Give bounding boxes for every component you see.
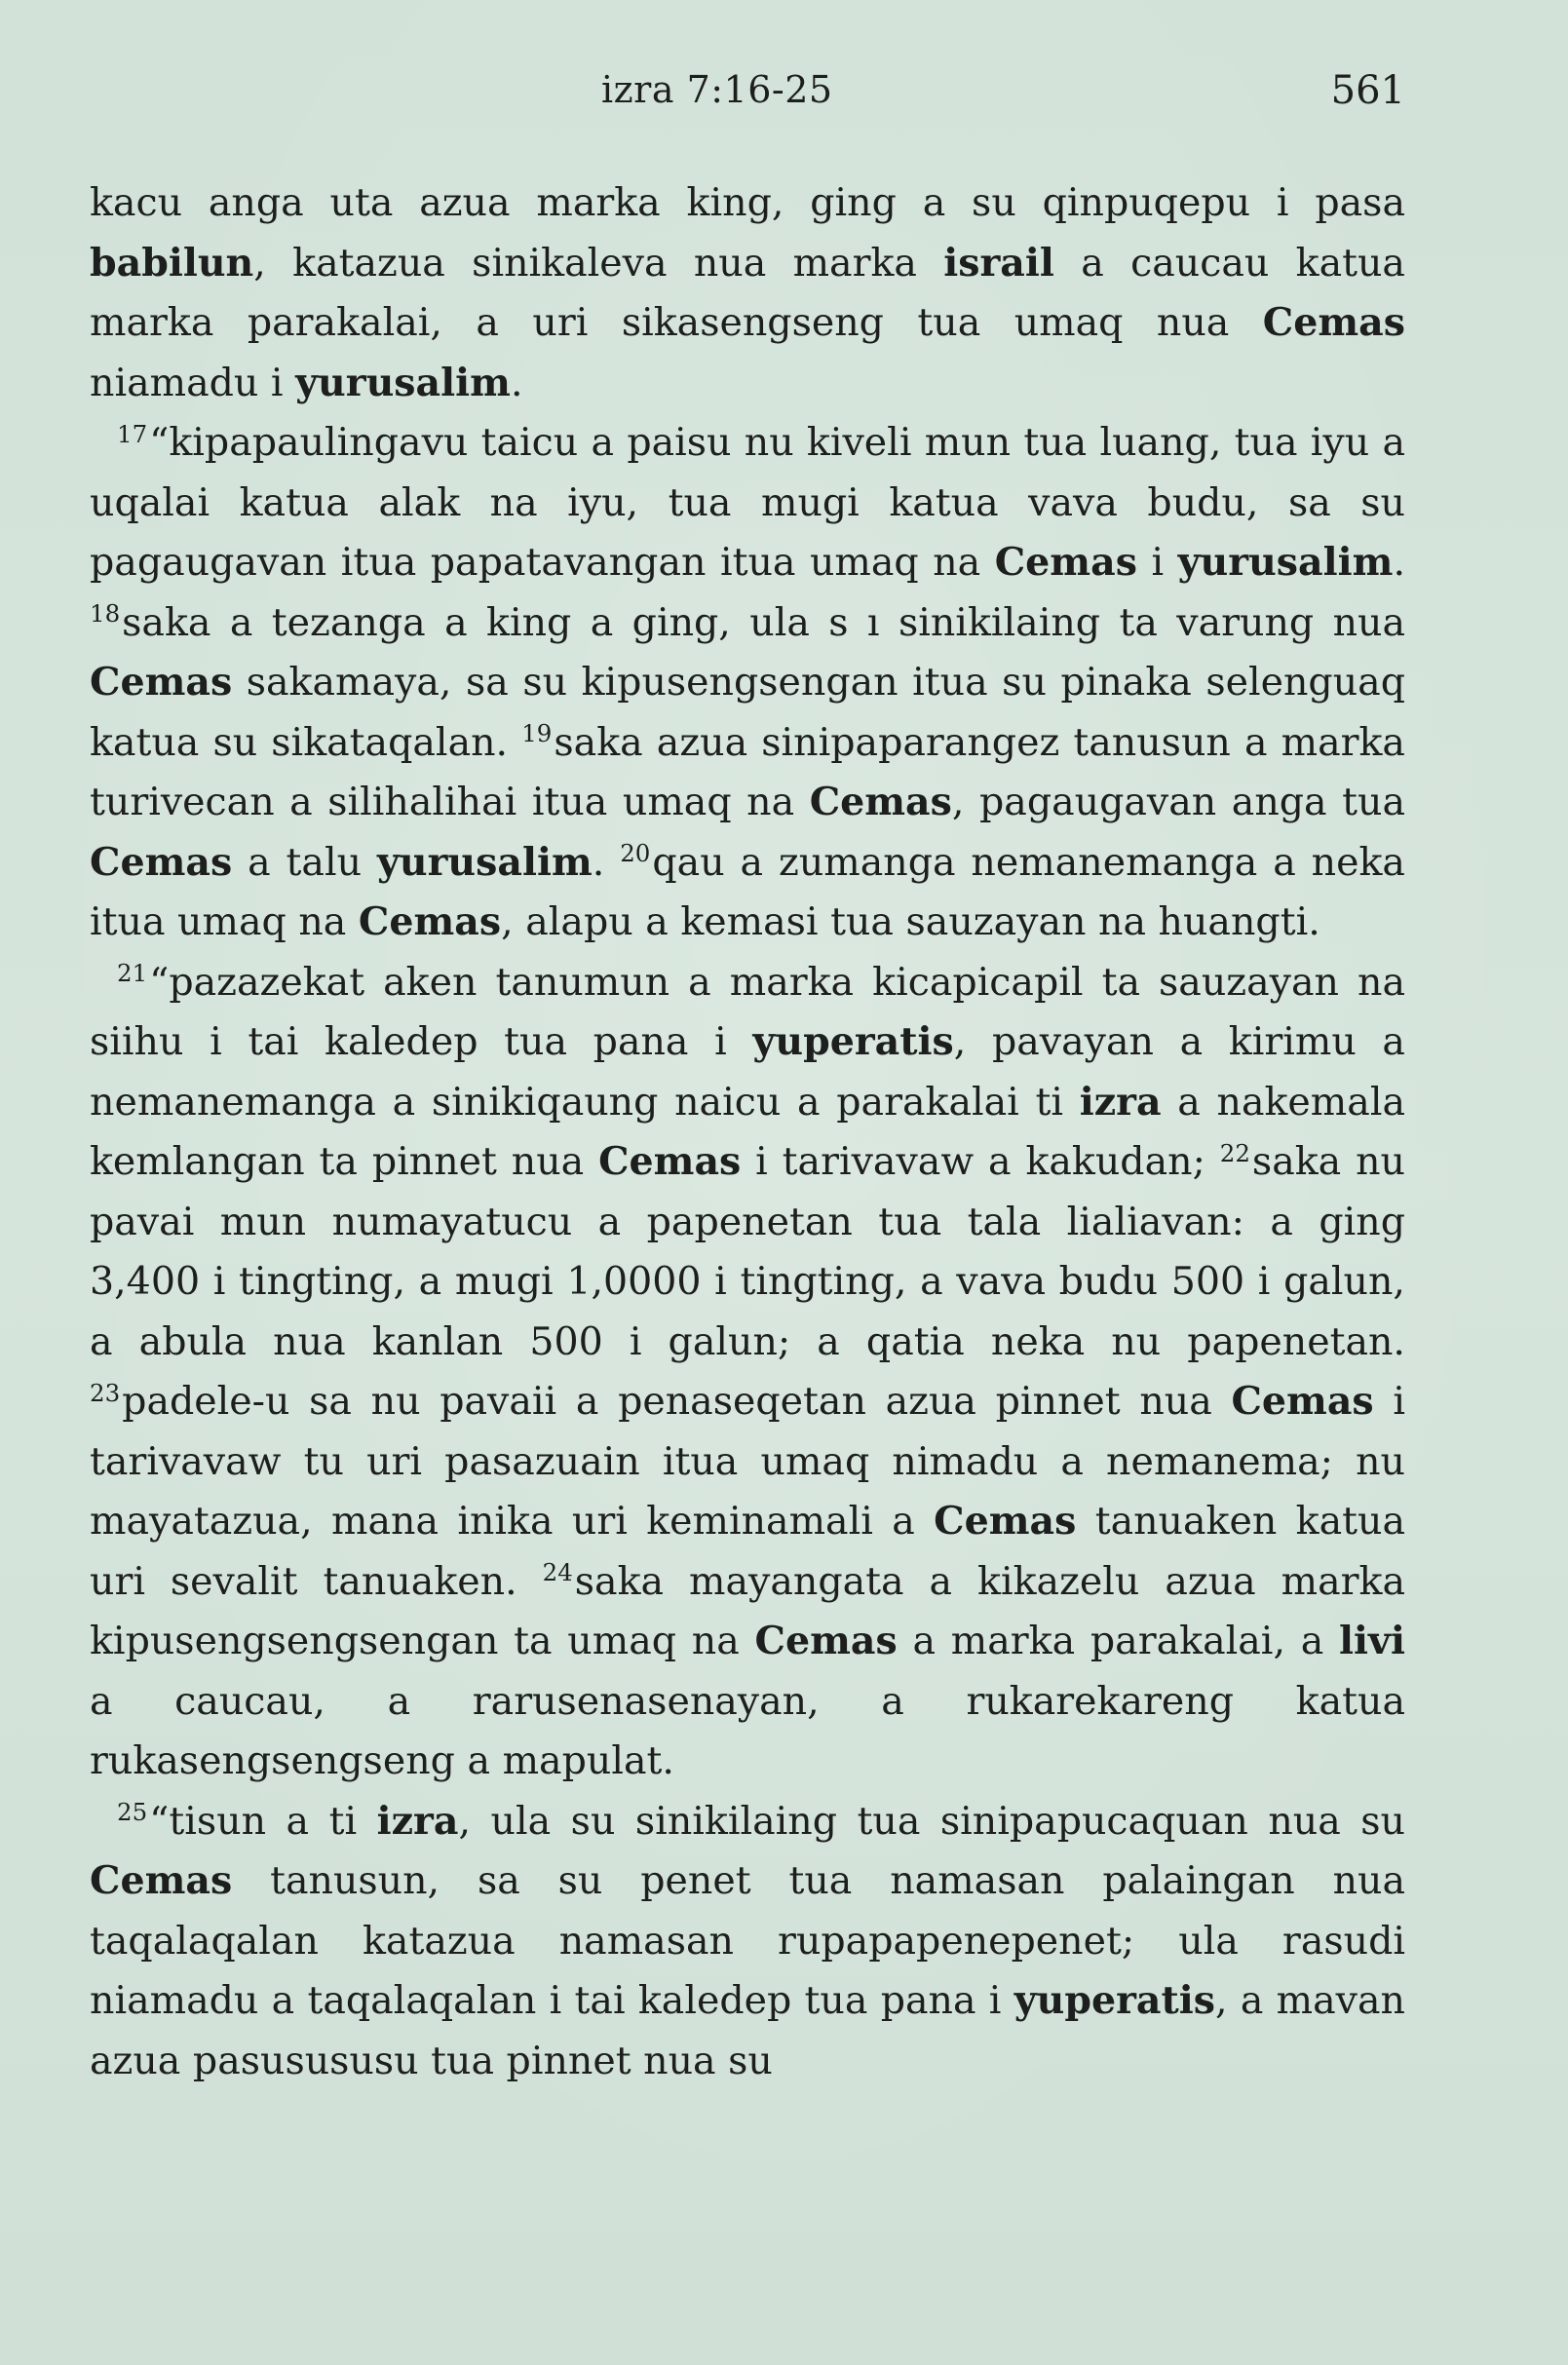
bold-term: yuperatis	[752, 1019, 954, 1064]
paragraph	[90, 953, 1405, 1792]
bold-term: babilun	[90, 240, 254, 286]
bold-term: izra	[1079, 1079, 1162, 1125]
bold-term: Cemas	[809, 780, 952, 824]
bold-term: israil	[943, 240, 1054, 286]
verse-number: 18	[90, 599, 121, 629]
verse-number: 25	[117, 1798, 148, 1827]
bold-term: yuperatis	[1013, 1978, 1216, 2023]
text-run: .	[510, 360, 523, 405]
bold-term: Cemas	[1262, 300, 1405, 345]
text-run: i tarivavaw tu uri pasazuain itua umaq nimadu a nemanema; nu mayatazua, mana inika uri keminamali a	[90, 1379, 1405, 1544]
verse-number: 19	[521, 719, 553, 748]
text-run: qau a zumanga nemanemanga a neka itua umaq na	[90, 839, 1405, 944]
page-header	[90, 68, 1405, 136]
text-run: kacu anga uta azua marka king, ging a su qinpuqepu i pasa	[90, 180, 1405, 225]
body-text	[90, 173, 1405, 2091]
bold-term: yurusalim	[376, 839, 593, 885]
bold-term: izra	[376, 1798, 459, 1844]
text-run: a talu	[232, 839, 377, 885]
bold-term: Cemas	[358, 899, 502, 944]
bold-term: Cemas	[90, 839, 233, 885]
text-run: a caucau katua marka parakalai, a uri sikasengseng tua umaq nua	[90, 240, 1405, 345]
bold-term: livi	[1339, 1619, 1405, 1663]
text-run: , alapu a kemasi tua sauzayan na huangti.	[501, 899, 1320, 944]
text-run: saka nu pavai mun numayatucu a papenetan tua tala lialiavan: a ging 3,400 i tingting, a mugi 1,0000 i tingting, a vava budu 500 i galun, a abula nua kanlan 500 i galun; a qatia neka nu papenetan.	[90, 1139, 1405, 1364]
paragraph	[90, 173, 1405, 413]
bold-term: Cemas	[90, 1858, 233, 1903]
bold-term: Cemas	[754, 1619, 898, 1663]
paragraph	[90, 1792, 1405, 2092]
text-run: sakamaya, sa su kipusengsengan itua su pinaka selenguaq katua su sikataqalan.	[90, 660, 1405, 765]
bold-term: Cemas	[1231, 1379, 1374, 1424]
text-run: tanusun, sa su penet tua namasan palaingan nua taqalaqalan katazua namasan rupapapenepenet; ula rasudi niamadu a taqalaqalan i tai kaledep tua pana i	[90, 1858, 1405, 2023]
verse-number: 17	[117, 419, 148, 448]
text-run: , katazua sinikaleva nua marka	[253, 240, 944, 286]
running-head: izra 7:16-25	[601, 68, 833, 111]
verse-number: 23	[90, 1378, 121, 1407]
text-run: “tisun a ti	[149, 1798, 377, 1844]
text-run: , a mavan azua pasusususu tua pinnet nua su	[90, 1978, 1405, 2083]
verse-number: 20	[620, 839, 651, 868]
text-run: padele-u sa nu pavaii a penaseqetan azua pinnet nua	[122, 1379, 1232, 1424]
bold-term: yurusalim	[295, 360, 511, 405]
bold-term: Cemas	[598, 1139, 742, 1184]
text-run: saka mayangata a kikazelu azua marka kipusengsengsengan ta umaq na	[90, 1558, 1405, 1663]
text-run: .	[1393, 540, 1406, 585]
text-run: saka a tezanga a king a ging, ula s ı sinikilaing ta varung nua	[122, 599, 1405, 645]
text-run: i	[1136, 540, 1178, 585]
text-run: niamadu i	[90, 360, 296, 405]
text-run: saka azua sinipaparangez tanusun a marka turivecan a silihalihai itua umaq na	[90, 719, 1405, 824]
text-run: a marka parakalai, a	[897, 1619, 1340, 1663]
text-run: , ula su sinikilaing tua sinipapucaquan nua su	[458, 1798, 1405, 1844]
text-run: i tarivavaw a kakudan;	[741, 1139, 1220, 1184]
text-run: , pavayan a kirimu a nemanemanga a sinikiqaung naicu a parakalai ti	[90, 1019, 1405, 1125]
text-run: tanuaken katua uri sevalit tanuaken.	[90, 1499, 1406, 1604]
page-number: 561	[1330, 68, 1405, 113]
text-run: “pazazekat aken tanumun a marka kicapicapil ta sauzayan na siihu i tai kaledep tua pana i	[90, 959, 1405, 1064]
text-run: a nakemala kemlangan ta pinnet nua	[90, 1079, 1405, 1184]
bold-term: Cemas	[90, 660, 233, 705]
text-run: , pagaugavan anga tua	[951, 780, 1405, 824]
paragraph	[90, 413, 1405, 953]
text-run: a caucau, a rarusenasenayan, a rukarekareng katua rukasengsengseng a mapulat.	[90, 1678, 1405, 1783]
verse-number: 24	[542, 1558, 573, 1587]
text-run: “kipapaulingavu taicu a paisu nu kiveli mun tua luang, tua iyu a uqalai katua alak na iyu, tua mugi katua vava budu, sa su pagaugavan itua papatavangan itua umaq na	[90, 420, 1405, 585]
verse-number: 21	[117, 959, 148, 988]
bold-term: Cemas	[934, 1499, 1077, 1544]
verse-number: 22	[1219, 1138, 1250, 1167]
bold-term: Cemas	[994, 540, 1137, 585]
text-run: .	[592, 839, 621, 885]
bold-term: yurusalim	[1177, 540, 1394, 585]
